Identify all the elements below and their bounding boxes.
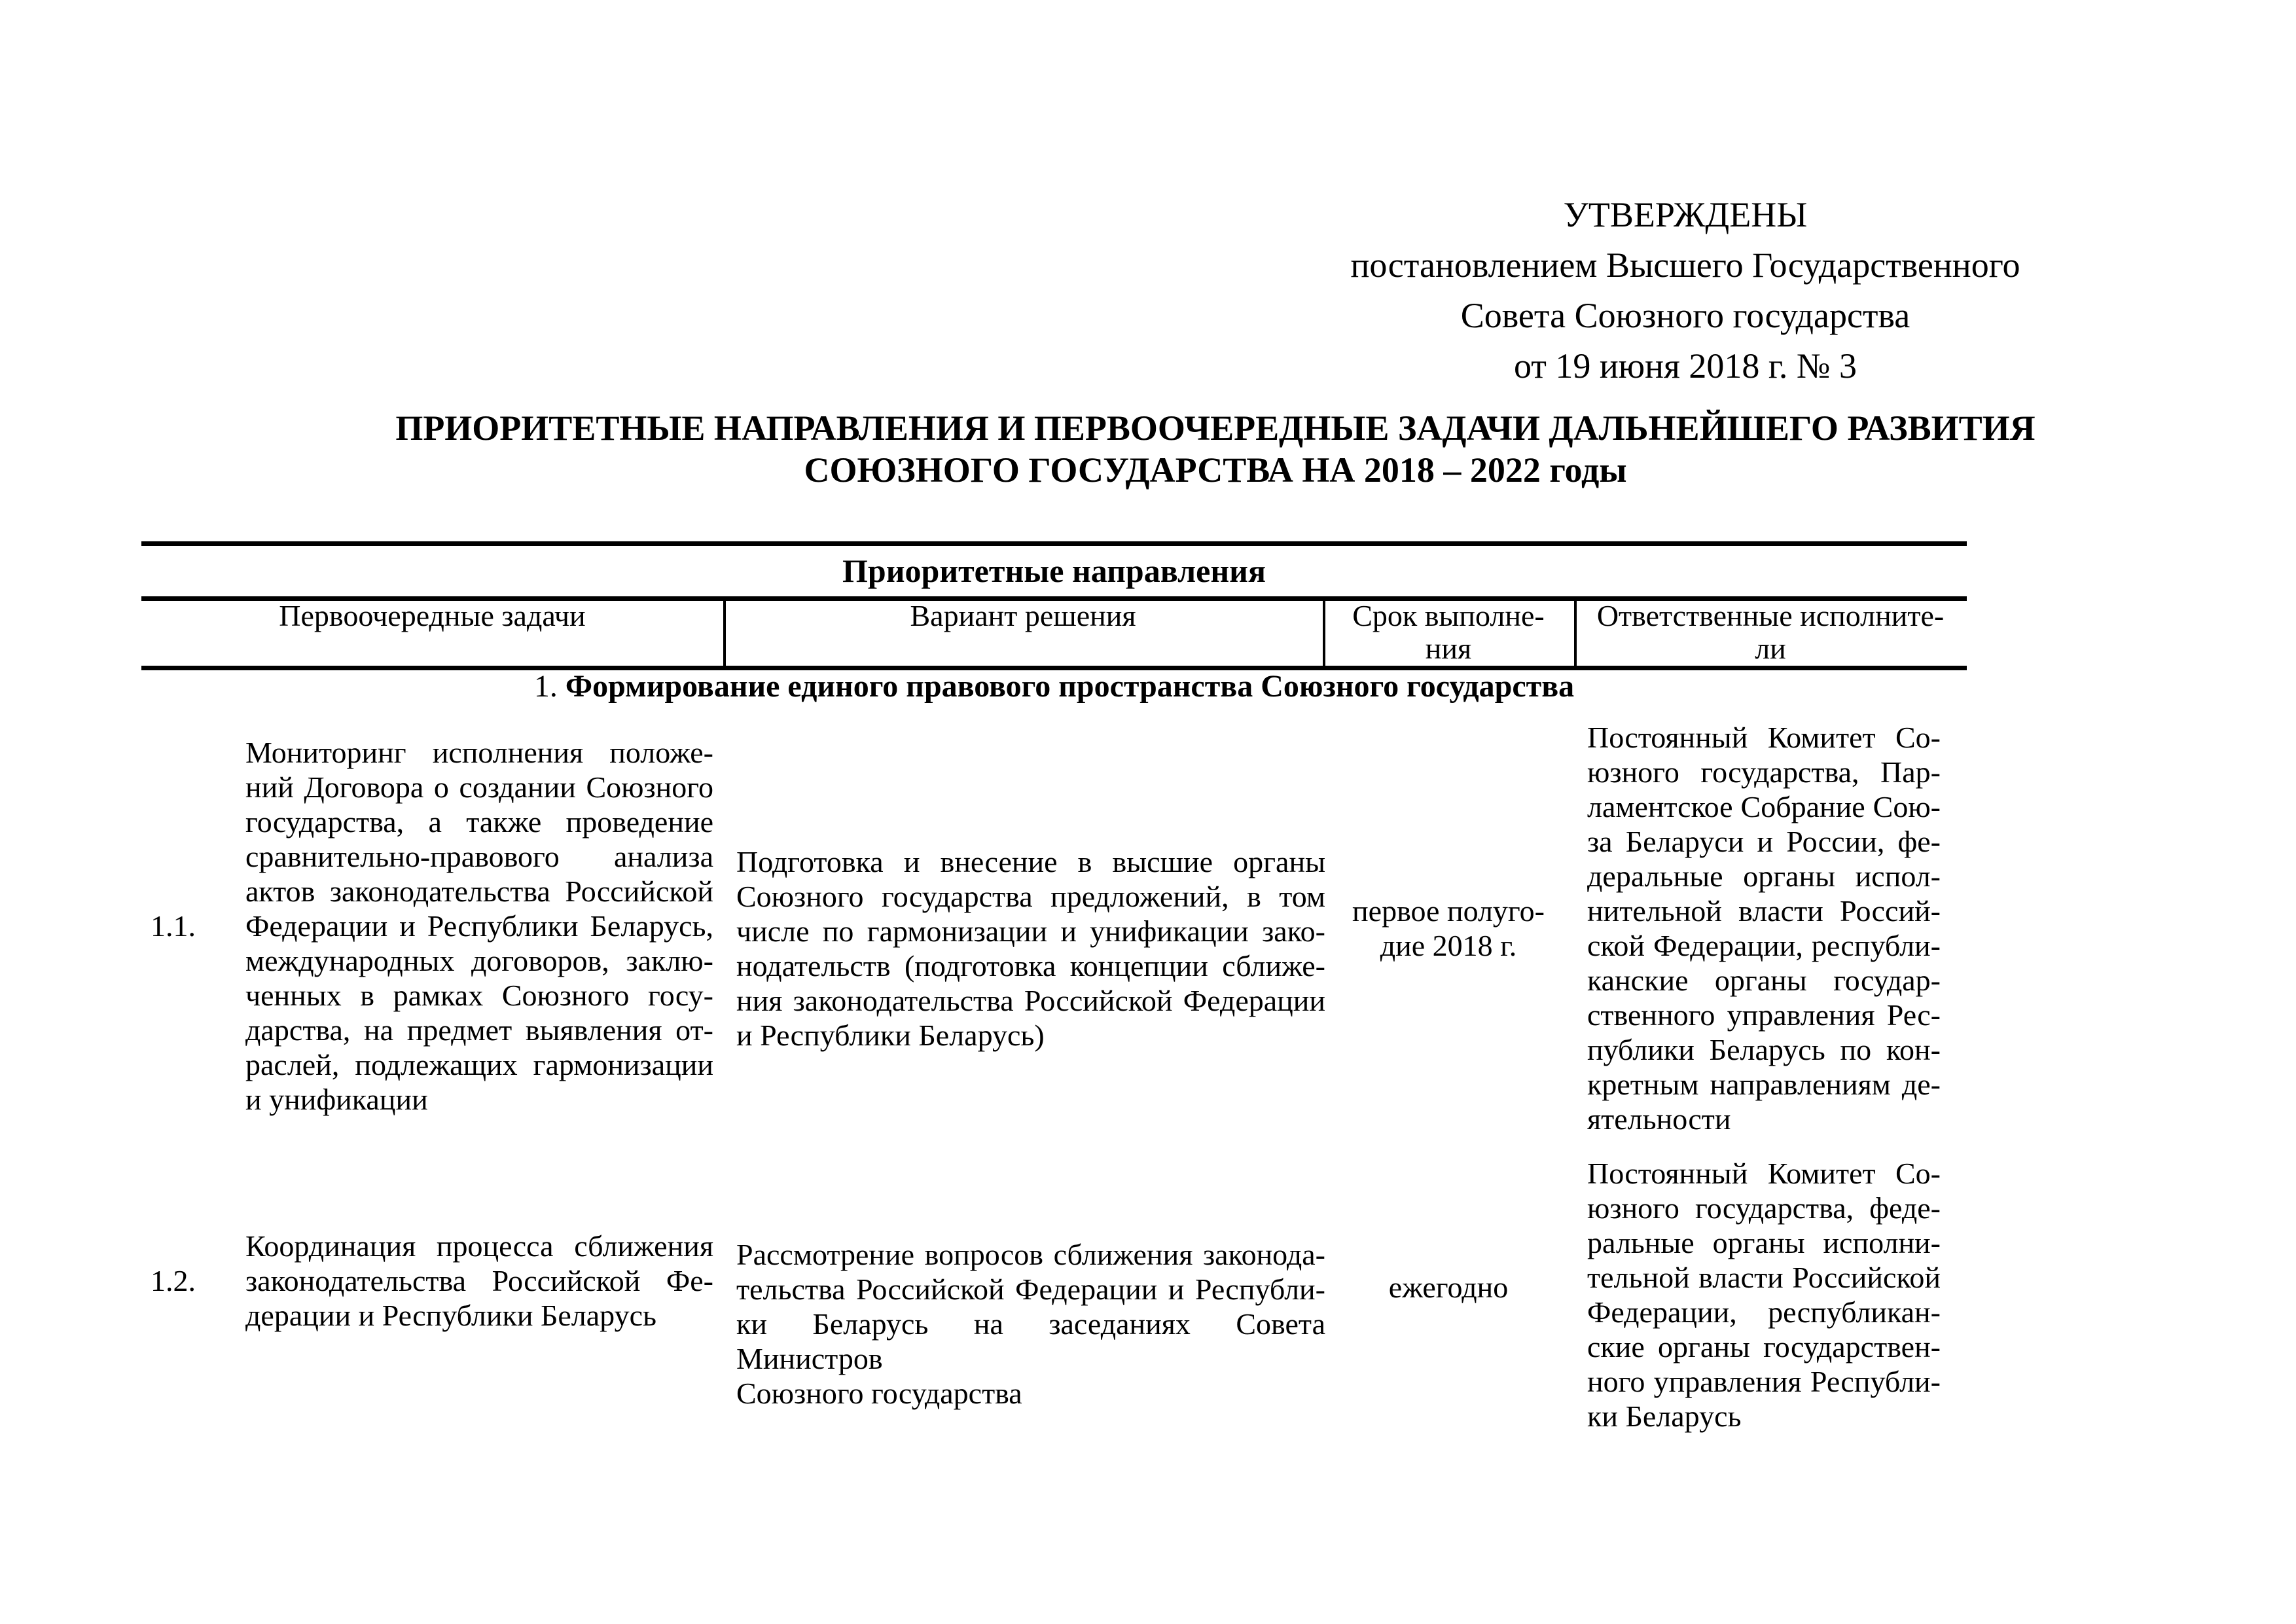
column-header-solution: Вариант решения <box>910 599 1136 632</box>
column-header-deadline: Срок выполне- ния <box>1352 599 1545 665</box>
column-header-tasks: Первоочередные задачи <box>279 599 586 632</box>
section-number: 1. <box>533 669 565 704</box>
task-cell: Мониторинг исполнения положе- ний Договора о создании Союзного государства, а также проведение сравнительно-правового анализа актов законодательства Российской Федерации и Республики Беларусь, международных договоров, заклю- ченных в рамках Союзного госу- дарства, на предмет выявления от- раслей, подлежащих гармонизации и унификации <box>245 736 713 1116</box>
solution-cell: Подготовка и внесение в высшие органы Союзного государства предложений, в том числе по гармонизации и унификации зако- нодательств (подготовка концепции сближе- ния законодательства Российской Федерации и Республики Беларусь) <box>736 845 1325 1052</box>
section-header <box>141 669 1967 704</box>
solution-cell: Рассмотрение вопросов сближения законода- тельства Российской Федерации и Республи- ки Беларусь на заседаниях Совета Министров Союзного государства <box>736 1238 1325 1410</box>
column-header-executors: Ответственные исполните- ли <box>1596 599 1945 665</box>
deadline-cell: первое полуго- дие 2018 г. <box>1352 894 1545 962</box>
page-title: ПРИОРИТЕТНЫЕ НАПРАВЛЕНИЯ И ПЕРВООЧЕРЕДНЫЕ ЗАДАЧИ ДАЛЬНЕЙШЕГО РАЗВИТИЯ СОЮЗНОГО ГОСУДАРСТВА НА 2018 – 2022 годы <box>395 408 2036 490</box>
table-top-rule <box>141 541 1967 546</box>
row-number: 1.2. <box>151 1264 196 1297</box>
executors-cell: Постоянный Комитет Со- юзного государства, феде- ральные органы исполни- тельной власти Российской Федерации, республикан- ские органы государствен- ного управления Республи- ки Беларусь <box>1587 1157 1941 1433</box>
table-caption: Приоритетные направления <box>842 552 1266 589</box>
row-number: 1.1. <box>151 909 196 943</box>
section-title: Формирование единого правового пространства Союзного государства <box>565 669 1575 704</box>
approval-block: УТВЕРЖДЕНЫ постановлением Высшего Государственного Совета Союзного государства от 19 июня 2018 г. № 3 <box>1350 195 2020 386</box>
executors-cell: Постоянный Комитет Со- юзного государства, Пар- ламентское Собрание Сою- за Беларуси и России, фе- деральные органы испол- нительной власти Россий- ской Федерации, республи- канские органы государ- ственного управления Рес- публики Беларусь по кон- кретным направлениям де- ятельности <box>1587 721 1941 1136</box>
task-cell: Координация процесса сближения законодательства Российской Фе- дерации и Республики Беларусь <box>245 1229 713 1332</box>
deadline-cell: ежегодно <box>1388 1271 1509 1304</box>
